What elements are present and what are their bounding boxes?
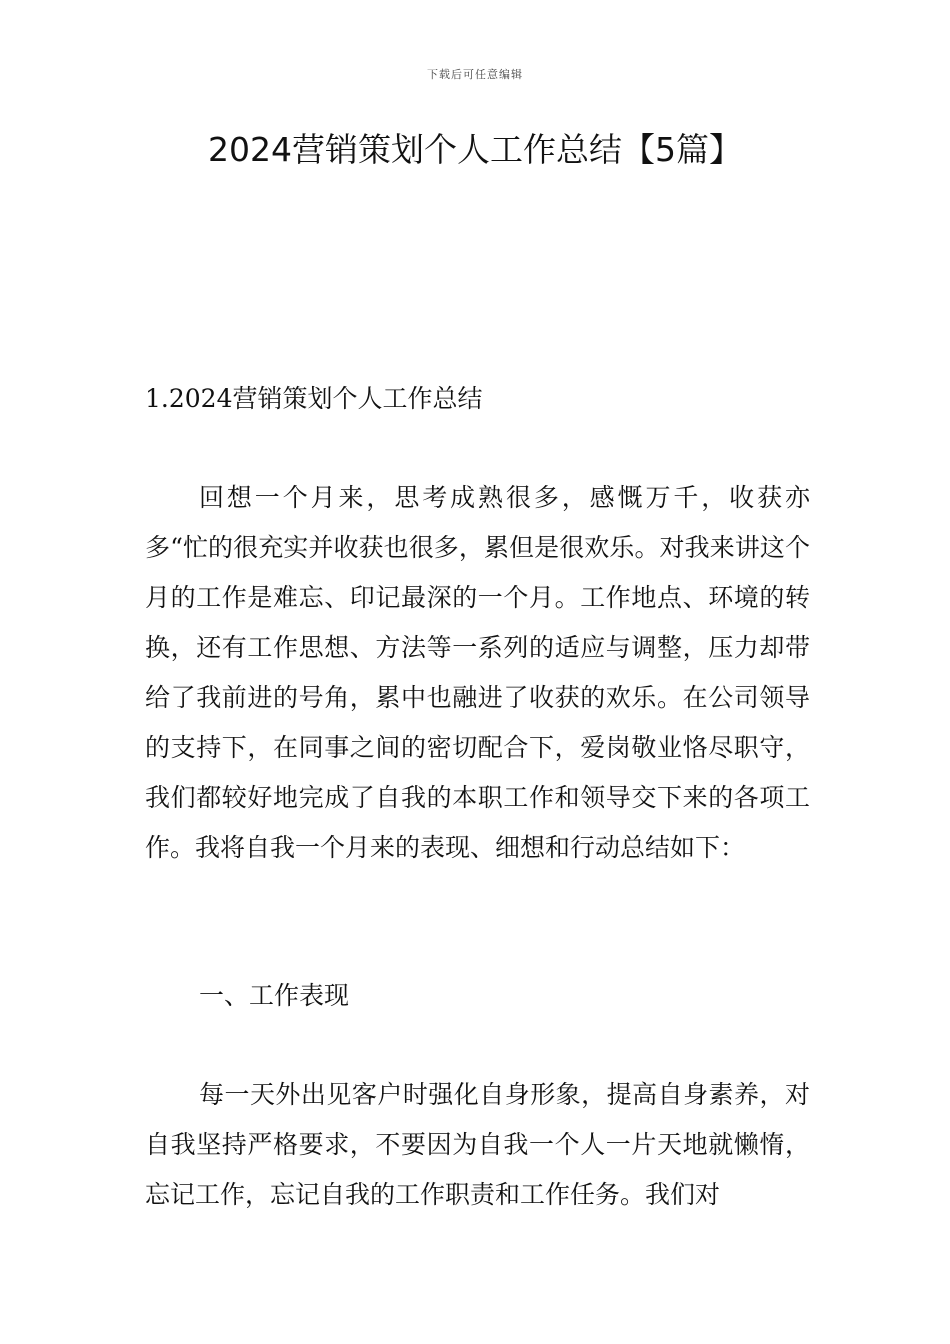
section-heading: 1.2024营销策划个人工作总结 bbox=[145, 384, 483, 413]
body-paragraph: 每一天外出见客户时强化自身形象，提高自身素养，对自我坚持严格要求，不要因为自我一个人一片天地就懒惰，忘记工作，忘记自我的工作职责和工作任务。我们对 bbox=[145, 1080, 810, 1209]
document-title: 2024营销策划个人工作总结【5篇】 bbox=[208, 130, 742, 169]
header-note: 下载后可任意编辑 bbox=[427, 68, 523, 81]
subheading: 一、工作表现 bbox=[199, 981, 350, 1010]
body-paragraph: 回想一个月来，思考成熟很多，感慨万千，收获亦多“忙的很充实并收获也很多，累但是很欢乐。对我来讲这个月的工作是难忘、印记最深的一个月。工作地点、环境的转换，还有工作思想、方法等一系列的适应与调整，压力却带给了我前进的号角，累中也融进了收获的欢乐。在公司领导的支持下，在同事之间的密切配合下，爱岗敬业恪尽职守，我们都较好地完成了自我的本职工作和领导交下来的各项工作。我将自我一个月来的表现、细想和行动总结如下： bbox=[145, 483, 810, 862]
